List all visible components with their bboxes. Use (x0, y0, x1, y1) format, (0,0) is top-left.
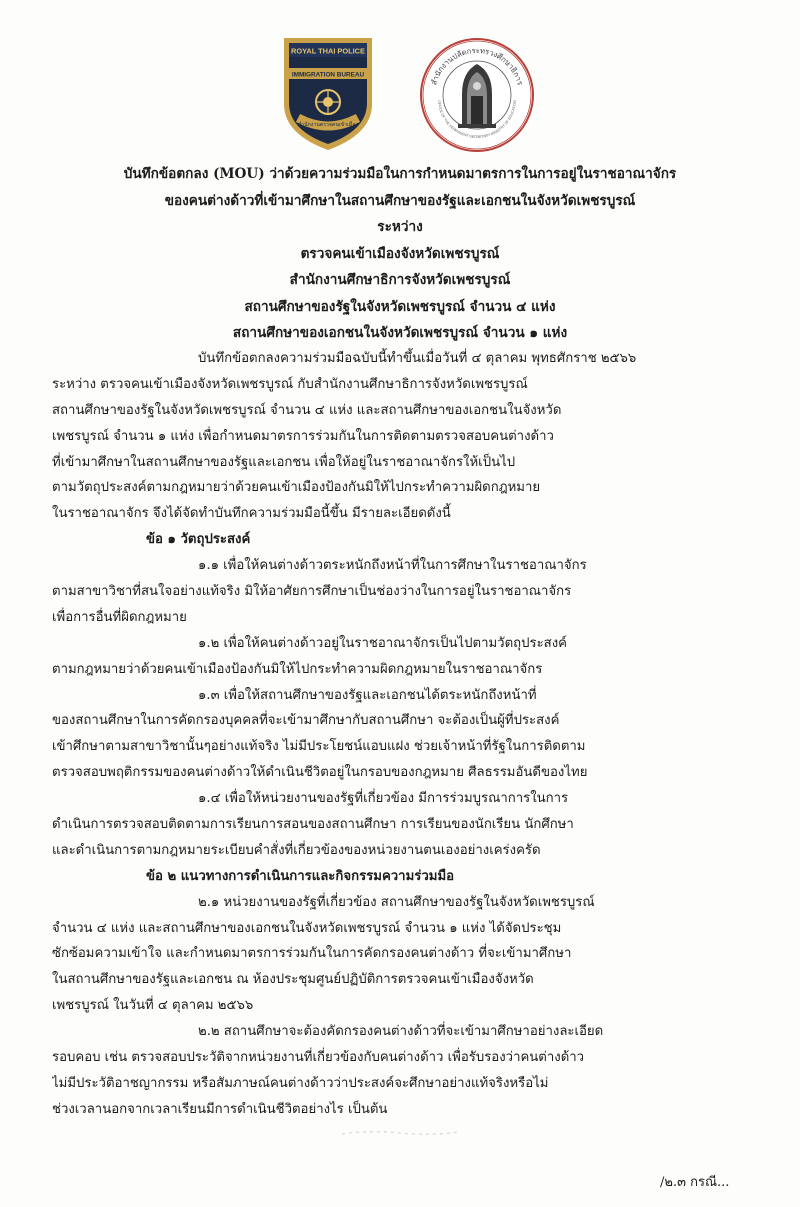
title-line: สถานศึกษาของเอกชนในจังหวัดเพชรบูรณ์ จำนวน ๑ แห่ง (232, 325, 568, 341)
section-2-item (52, 890, 770, 1019)
paragraph-line: ที่เข้ามาศึกษาในสถานศึกษาของรัฐและเอกชน เพื่อให้อยู่ในราชอาณาจักรให้เป็นไป (52, 454, 516, 470)
intro-paragraph (52, 346, 770, 527)
title-line: บันทึกข้อตกลง (MOU) ว่าด้วยความร่วมมือในการกำหนดมาตรการในการอยู่ในราชอาณาจักร (123, 166, 677, 182)
police-mid-text: IMMIGRATION BUREAU (291, 71, 365, 79)
paragraph-line: ไม่มีประวัติอาชญากรรม หรือสัมภาษณ์คนต่างด้าวว่าประสงค์จะศึกษาอย่างแท้จริงหรือไม่ (52, 1075, 549, 1091)
scan-smudge (340, 1128, 460, 1138)
paragraph-line: เพชรบูรณ์ จำนวน ๑ แห่ง เพื่อกำหนดมาตรการร่วมกันในการติดตามตรวจสอบคนต่างด้าว (52, 428, 554, 444)
paragraph-line: ในสถานศึกษาของรัฐและเอกชน ณ ห้องประชุมศูนย์ปฏิบัติการตรวจคนเข้าเมืองจังหวัด (52, 972, 534, 988)
title-line: ของคนต่างด้าวที่เข้ามาศึกษาในสถานศึกษาของรัฐและเอกชนในจังหวัดเพชรบูรณ์ (164, 192, 636, 209)
paragraph-line: ตามกฎหมายว่าด้วยคนเข้าเมืองป้องกันมิให้ไปกระทำความผิดกฎหมายในราชอาณาจักร (52, 661, 543, 677)
logo-header (0, 30, 800, 160)
paragraph-line: สถานศึกษาของรัฐในจังหวัดเพชรบูรณ์ จำนวน ๔ แห่ง และสถานศึกษาของเอกชนในจังหวัด (52, 402, 562, 418)
paragraph-line: ตามวัตถุประสงค์ตามกฎหมายว่าด้วยคนเข้าเมืองป้องกันมิให้ไปกระทำความผิดกฎหมาย (52, 480, 541, 496)
section-2-item (52, 1019, 770, 1123)
seal-ring-text: สำนักงานปลัดกระทรวงศึกษาธิการ (429, 45, 525, 87)
title-line: ตรวจคนเข้าเมืองจังหวัดเพชรบูรณ์ (300, 245, 500, 262)
paragraph-line: เพื่อการอื่นที่ผิดกฎหมาย (52, 609, 187, 625)
paragraph-line: ซักซ้อมความเข้าใจ และกำหนดมาตรการร่วมกันในการคัดกรองคนต่างด้าว ที่จะเข้ามาศึกษา (52, 946, 572, 962)
paragraph-line: ตามสาขาวิชาที่สนใจอย่างแท้จริง มิให้อาศัยการศึกษาเป็นช่องว่างในการอยู่ในราชอาณาจักร (52, 584, 572, 600)
paragraph-line: เข้าศึกษาตามสาขาวิชานั้นๆอย่างแท้จริง ไม่มีประโยชน์แอบแฝง ช่วยเจ้าหน้าที่รัฐในการติดตาม (52, 739, 586, 755)
paragraph-line: ๒.๑ หน่วยงานของรัฐที่เกี่ยวข้อง สถานศึกษาของรัฐในจังหวัดเพชรบูรณ์ (198, 894, 595, 910)
title-line: ระหว่าง (377, 219, 423, 235)
police-top-text: ROYAL THAI POLICE (291, 46, 365, 56)
paragraph-line: เพชรบูรณ์ ในวันที่ ๔ ตุลาคม ๒๕๖๖ (52, 998, 254, 1014)
police-bottom-text: สำนักงานตรวจคนเข้าเมือง (298, 122, 358, 128)
police-badge-icon (280, 34, 376, 152)
title-line: สถานศึกษาของรัฐในจังหวัดเพชรบูรณ์ จำนวน ๔ แห่ง (244, 298, 556, 315)
section-1-heading: ข้อ ๑ วัตถุประสงค์ (146, 532, 251, 548)
paragraph-line: ระหว่าง ตรวจคนเข้าเมืองจังหวัดเพชรบูรณ์ กับสำนักงานศึกษาธิการจังหวัดเพชรบูรณ์ (52, 376, 528, 392)
paragraph-line: ตรวจสอบพฤติกรรมของคนต่างด้าวให้ดำเนินชีวิตอยู่ในกรอบของกฎหมาย ศีลธรรมอันดีของไทย (52, 765, 588, 781)
paragraph-line: จำนวน ๔ แห่ง และสถานศึกษาของเอกชนในจังหวัดเพชรบูรณ์ จำนวน ๑ แห่ง ได้จัดประชุม (52, 920, 562, 936)
next-page-marker: /๒.๓ กรณี... (660, 1175, 730, 1190)
title-line: สำนักงานศึกษาธิการจังหวัดเพชรบูรณ์ (289, 272, 511, 288)
section-1-item (52, 631, 770, 683)
section-1-item (52, 786, 770, 864)
paragraph-line: ๑.๑ เพื่อให้คนต่างด้าวตระหนักถึงหน้าที่ในการศึกษาในราชอาณาจักร (198, 558, 587, 574)
education-seal-icon (418, 36, 536, 154)
paragraph-line: ของสถานศึกษาในการคัดกรองบุคคลที่จะเข้ามาศึกษากับสถานศึกษา จะต้องเป็นผู้ที่ประสงค์ (52, 713, 560, 729)
section-1-item (52, 683, 770, 787)
seal-ring-text-en: OFFICE OF THE PERMANENT SECRETARY MINISTRY OF EDUCATION (436, 100, 517, 140)
paragraph-line: รอบคอบ เช่น ตรวจสอบประวัติจากหน่วยงานที่เกี่ยวข้องกับคนต่างด้าว เพื่อรับรองว่าคนต่างด้าว (52, 1050, 585, 1066)
section-1-item (52, 553, 770, 631)
paragraph-line: ในราชอาณาจักร จึงได้จัดทำบันทึกความร่วมมือนี้ขึ้น มีรายละเอียดดังนี้ (52, 506, 451, 522)
paragraph-line: ๑.๓ เพื่อให้สถานศึกษาของรัฐและเอกชนได้ตระหนักถึงหน้าที่ (198, 687, 537, 703)
paragraph-line: ช่วงเวลานอกจากเวลาเรียนมีการดำเนินชีวิตอย่างไร เป็นต้น (52, 1101, 388, 1117)
paragraph-line: ๑.๒ เพื่อให้คนต่างด้าวอยู่ในราชอาณาจักรเป็นไปตามวัตถุประสงค์ (198, 635, 567, 651)
paragraph-line: บันทึกข้อตกลงความร่วมมือฉบับนี้ทำขึ้นเมื่อวันที่ ๔ ตุลาคม พุทธศักราช ๒๕๖๖ (198, 351, 637, 366)
paragraph-line: ดำเนินการตรวจสอบติดตามการเรียนการสอนของสถานศึกษา การเรียนของนักเรียน นักศึกษา (52, 817, 574, 833)
document-body (52, 346, 770, 1123)
section-2-heading: ข้อ ๒ แนวทางการดำเนินการและกิจกรรมความร่วมมือ (146, 868, 455, 884)
paragraph-line: ๒.๒ สถานศึกษาจะต้องคัดกรองคนต่างด้าวที่จะเข้ามาศึกษาอย่างละเอียด (198, 1024, 604, 1040)
paragraph-line: และดำเนินการตามกฎหมายระเบียบคำสั่งที่เกี่ยวข้องของหน่วยงานตนเองอย่างเคร่งครัด (52, 842, 541, 858)
paragraph-line: ๑.๔ เพื่อให้หน่วยงานของรัฐที่เกี่ยวข้อง มีการร่วมบูรณาการในการ (198, 791, 569, 807)
document-title (40, 161, 760, 347)
